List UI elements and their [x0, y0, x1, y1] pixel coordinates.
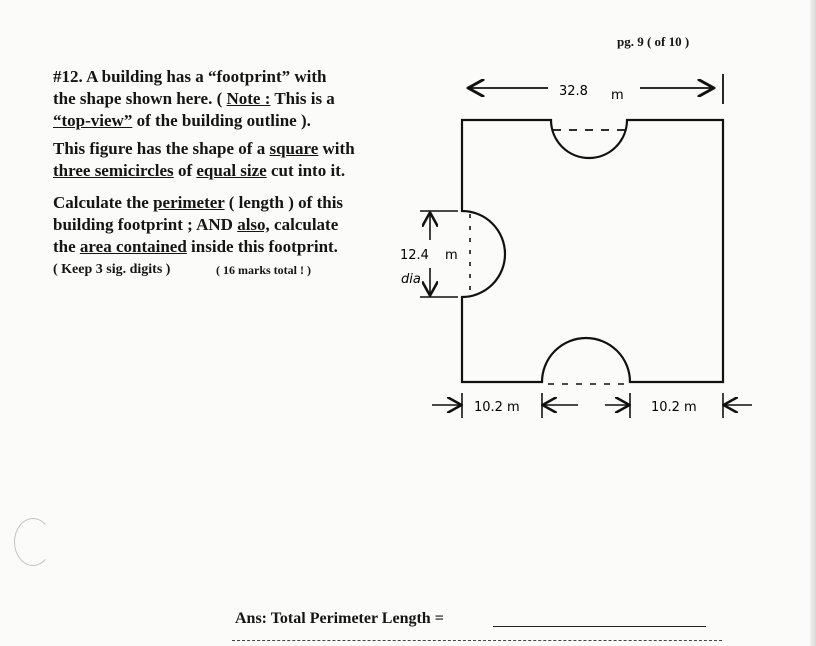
area-contained-term: area contained [79, 237, 187, 256]
question-line-2: the shape shown here. ( [53, 89, 227, 108]
diameter-value: 12.4 [400, 248, 429, 263]
task-text-b: ( length ) of this [224, 193, 344, 212]
answer-blank-line[interactable] [493, 626, 706, 627]
perimeter-term: perimeter [153, 193, 225, 212]
bottom-left-value: 10.2 [474, 400, 503, 415]
also-term: also, [237, 215, 270, 234]
task-text-c: building footprint ; AND [53, 215, 238, 234]
page-number: pg. 9 ( of 10 ) [617, 34, 690, 49]
shape-text-b: with [318, 139, 355, 158]
top-view-term: “top-view” [53, 111, 133, 130]
question-number: #12. [53, 67, 83, 86]
note-word: Note : [226, 89, 271, 108]
building-outline [462, 120, 723, 382]
task-text-e: the [53, 237, 80, 256]
shape-text-c: of [173, 161, 197, 180]
square-term: square [269, 139, 319, 158]
task-text-f: inside this footprint. [186, 237, 338, 256]
bottom-right-unit: m [684, 400, 697, 415]
side-length-value: 32.8 [559, 84, 588, 99]
task-text-a: Calculate the [53, 193, 154, 212]
shape-text-a: This figure has the shape of a [53, 139, 270, 158]
equal-size-term: equal size [196, 161, 267, 180]
task-text-d: calculate [269, 215, 339, 234]
sig-digits-note: ( Keep 3 sig. digits ) [53, 262, 171, 277]
question-line-2b: This is a [270, 89, 335, 108]
answer-label: Ans: Total Perimeter Length = [235, 610, 444, 627]
diameter-word: dia [401, 272, 421, 287]
side-length-unit: m [611, 88, 624, 103]
question-line-3: of the building outline ). [132, 111, 311, 130]
marks-total: ( 16 marks total ! ) [216, 263, 311, 277]
bottom-right-value: 10.2 [651, 400, 680, 415]
diameter-unit: m [445, 248, 458, 263]
footer-dashed-rule [232, 640, 722, 641]
question-line-1: A building has a “footprint” with [86, 67, 327, 86]
three-semicircles-term: three semicircles [53, 161, 174, 180]
shape-text-d: cut into it. [266, 161, 346, 180]
bottom-left-unit: m [507, 400, 520, 415]
